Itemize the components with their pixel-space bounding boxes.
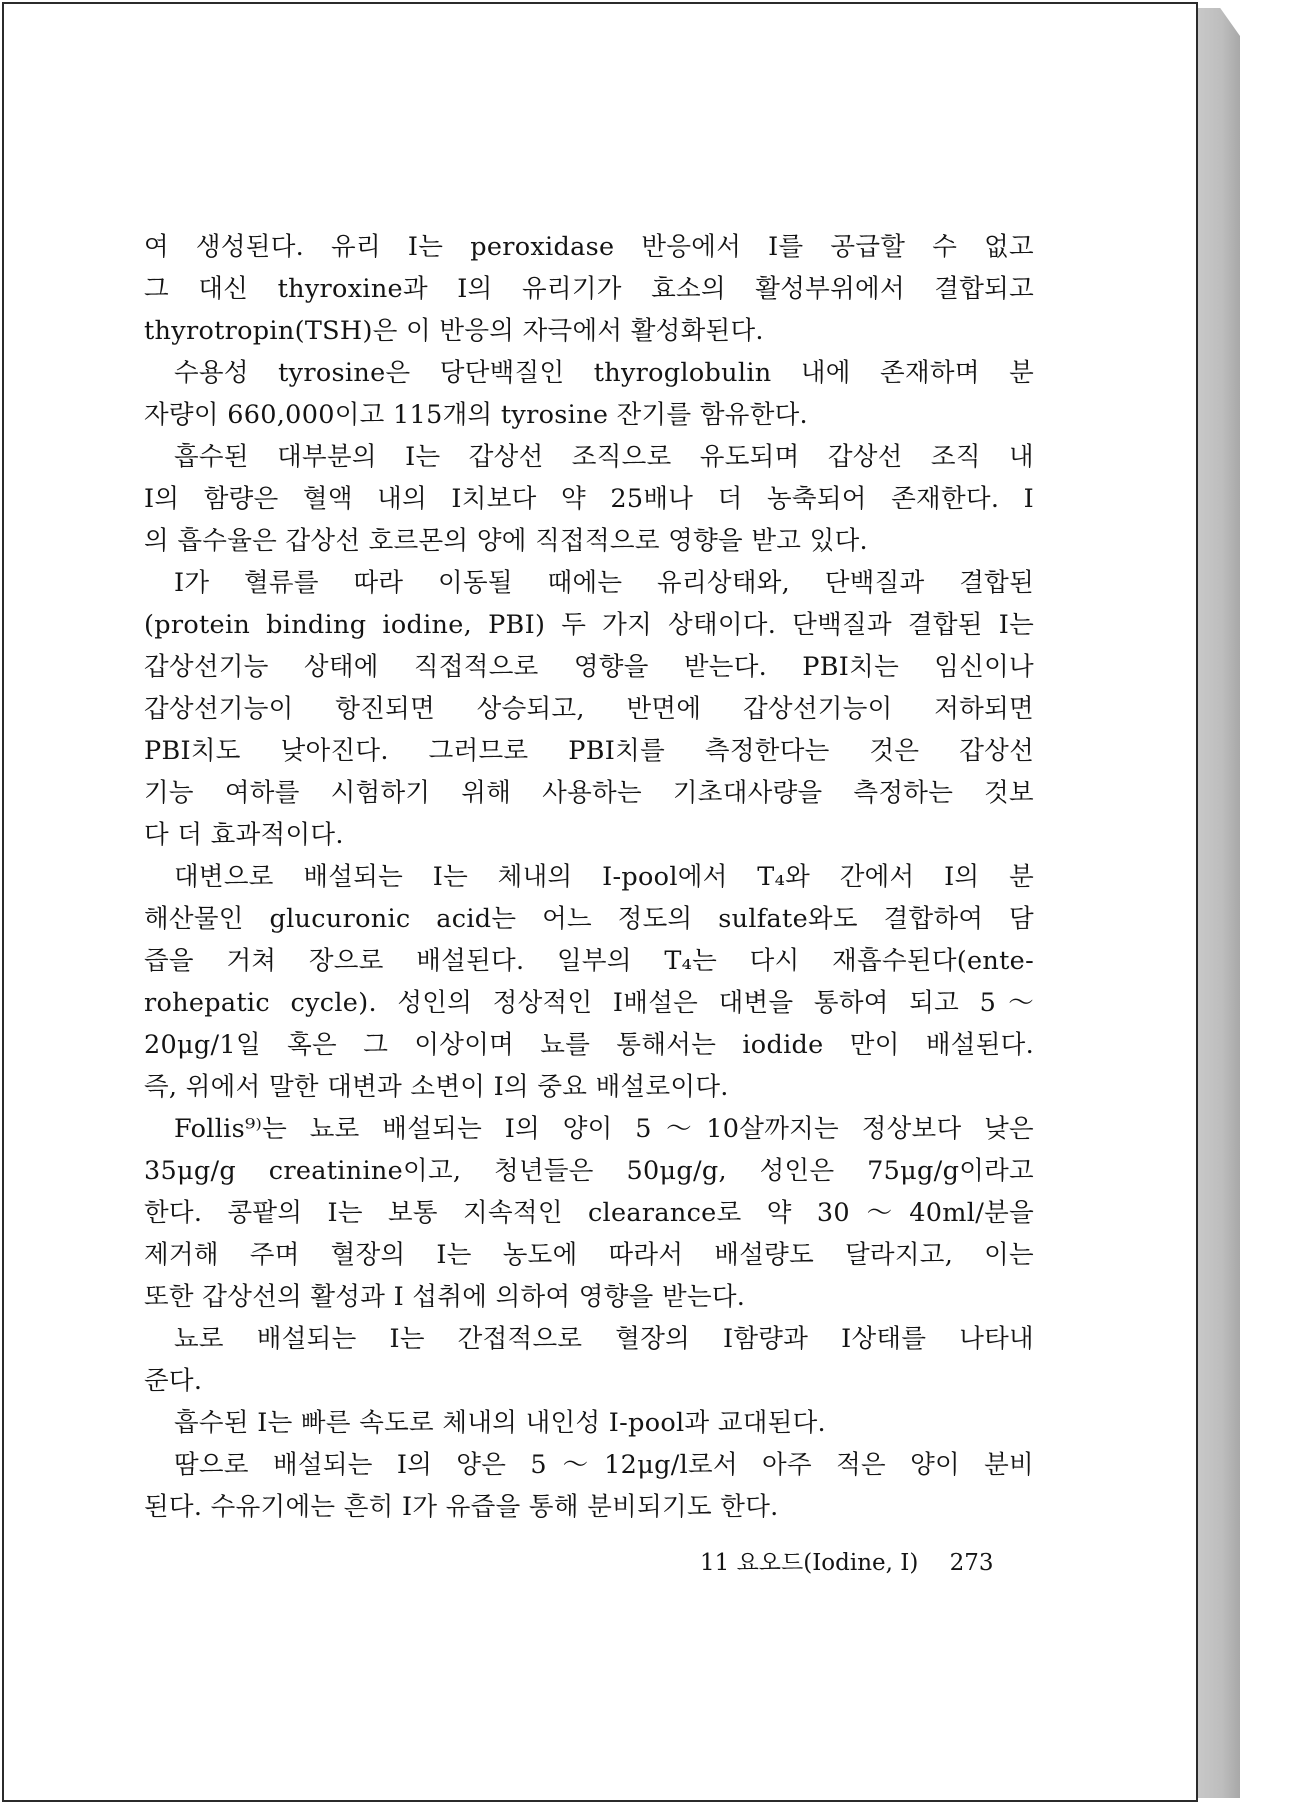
text-line: 기능 여하를 시험하기 위해 사용하는 기초대사량을 측정하는 것보 [144,778,1034,808]
page-footer [700,1544,994,1577]
text-line: 대변으로 배설되는 I는 체내의 I-pool에서 T₄와 간에서 I의 분 [174,862,1034,892]
text-line: 35μg/g creatinine이고, 청년들은 50μg/g, 성인은 75μg/g이라고 [144,1156,1034,1186]
text-line: 뇨로 배설되는 I는 간접적으로 혈장의 I함량과 I상태를 나타내 [174,1324,1034,1354]
text-line: 땀으로 배설되는 I의 양은 5～12μg/l로서 아주 적은 양이 분비 [174,1450,1034,1480]
page-sheet [2,2,1198,1802]
text-line: I가 혈류를 따라 이동될 때에는 유리상태와, 단백질과 결합된 [174,568,1034,598]
text-line: I의 함량은 혈액 내의 I치보다 약 25배나 더 농축되어 존재한다. I [144,484,1034,514]
text-line: rohepatic cycle). 성인의 정상적인 I배설은 대변을 통하여 되고 5～ [144,988,1034,1018]
text-line: 흡수된 대부분의 I는 갑상선 조직으로 유도되며 갑상선 조직 내 [174,442,1034,472]
text-line: 된다. 수유기에는 흔히 I가 유즙을 통해 분비되기도 한다. [144,1492,779,1522]
text-line: (protein binding iodine, PBI) 두 가지 상태이다. 단백질과 결합된 I는 [144,610,1034,640]
text-line: 20μg/1일 혹은 그 이상이며 뇨를 통해서는 iodide 만이 배설된다. [144,1030,1034,1060]
text-line: 즙을 거쳐 장으로 배설된다. 일부의 T₄는 다시 재흡수된다(ente- [144,946,1034,976]
text-line: 한다. 콩팥의 I는 보통 지속적인 clearance로 약 30～40ml/분을 [144,1198,1034,1228]
text-line: 다 더 효과적이다. [144,820,344,850]
text-line: 또한 갑상선의 활성과 I 섭취에 의하여 영향을 받는다. [144,1282,746,1312]
text-line: 의 흡수율은 갑상선 호르몬의 양에 직접적으로 영향을 받고 있다. [144,526,868,556]
body-text [144,226,1034,1528]
text-line: 여 생성된다. 유리 I는 peroxidase 반응에서 I를 공급할 수 없고 [144,232,1034,262]
text-line: 즉, 위에서 말한 대변과 소변이 I의 중요 배설로이다. [144,1072,729,1102]
text-line: 흡수된 I는 빠른 속도로 체내의 내인성 I-pool과 교대된다. [174,1408,826,1438]
text-line: 준다. [144,1366,203,1396]
text-line: 갑상선기능 상태에 직접적으로 영향을 받는다. PBI치는 임신이나 [144,652,1034,682]
text-line: 자량이 660,000이고 115개의 tyrosine 잔기를 함유한다. [144,400,808,430]
text-line: 갑상선기능이 항진되면 상승되고, 반면에 갑상선기능이 저하되면 [144,694,1034,724]
text-line: 해산물인 glucuronic acid는 어느 정도의 sulfate와도 결합하여 담 [144,904,1034,934]
page-number: 273 [949,1550,994,1576]
text-line: 그 대신 thyroxine과 I의 유리기가 효소의 활성부위에서 결합되고 [144,274,1034,304]
text-line: PBI치도 낮아진다. 그러므로 PBI치를 측정한다는 것은 갑상선 [144,736,1034,766]
text-line: Follis⁹⁾는 뇨로 배설되는 I의 양이 5～10살까지는 정상보다 낮은 [174,1114,1034,1144]
text-line: 수용성 tyrosine은 당단백질인 thyroglobulin 내에 존재하며 분 [174,358,1034,388]
text-line: thyrotropin(TSH)은 이 반응의 자극에서 활성화된다. [144,316,764,346]
chapter-title: 11 요오드(Iodine, I) [700,1550,919,1576]
page-stack-edge [1196,8,1240,1798]
text-line: 제거해 주며 혈장의 I는 농도에 따라서 배설량도 달라지고, 이는 [144,1240,1034,1270]
